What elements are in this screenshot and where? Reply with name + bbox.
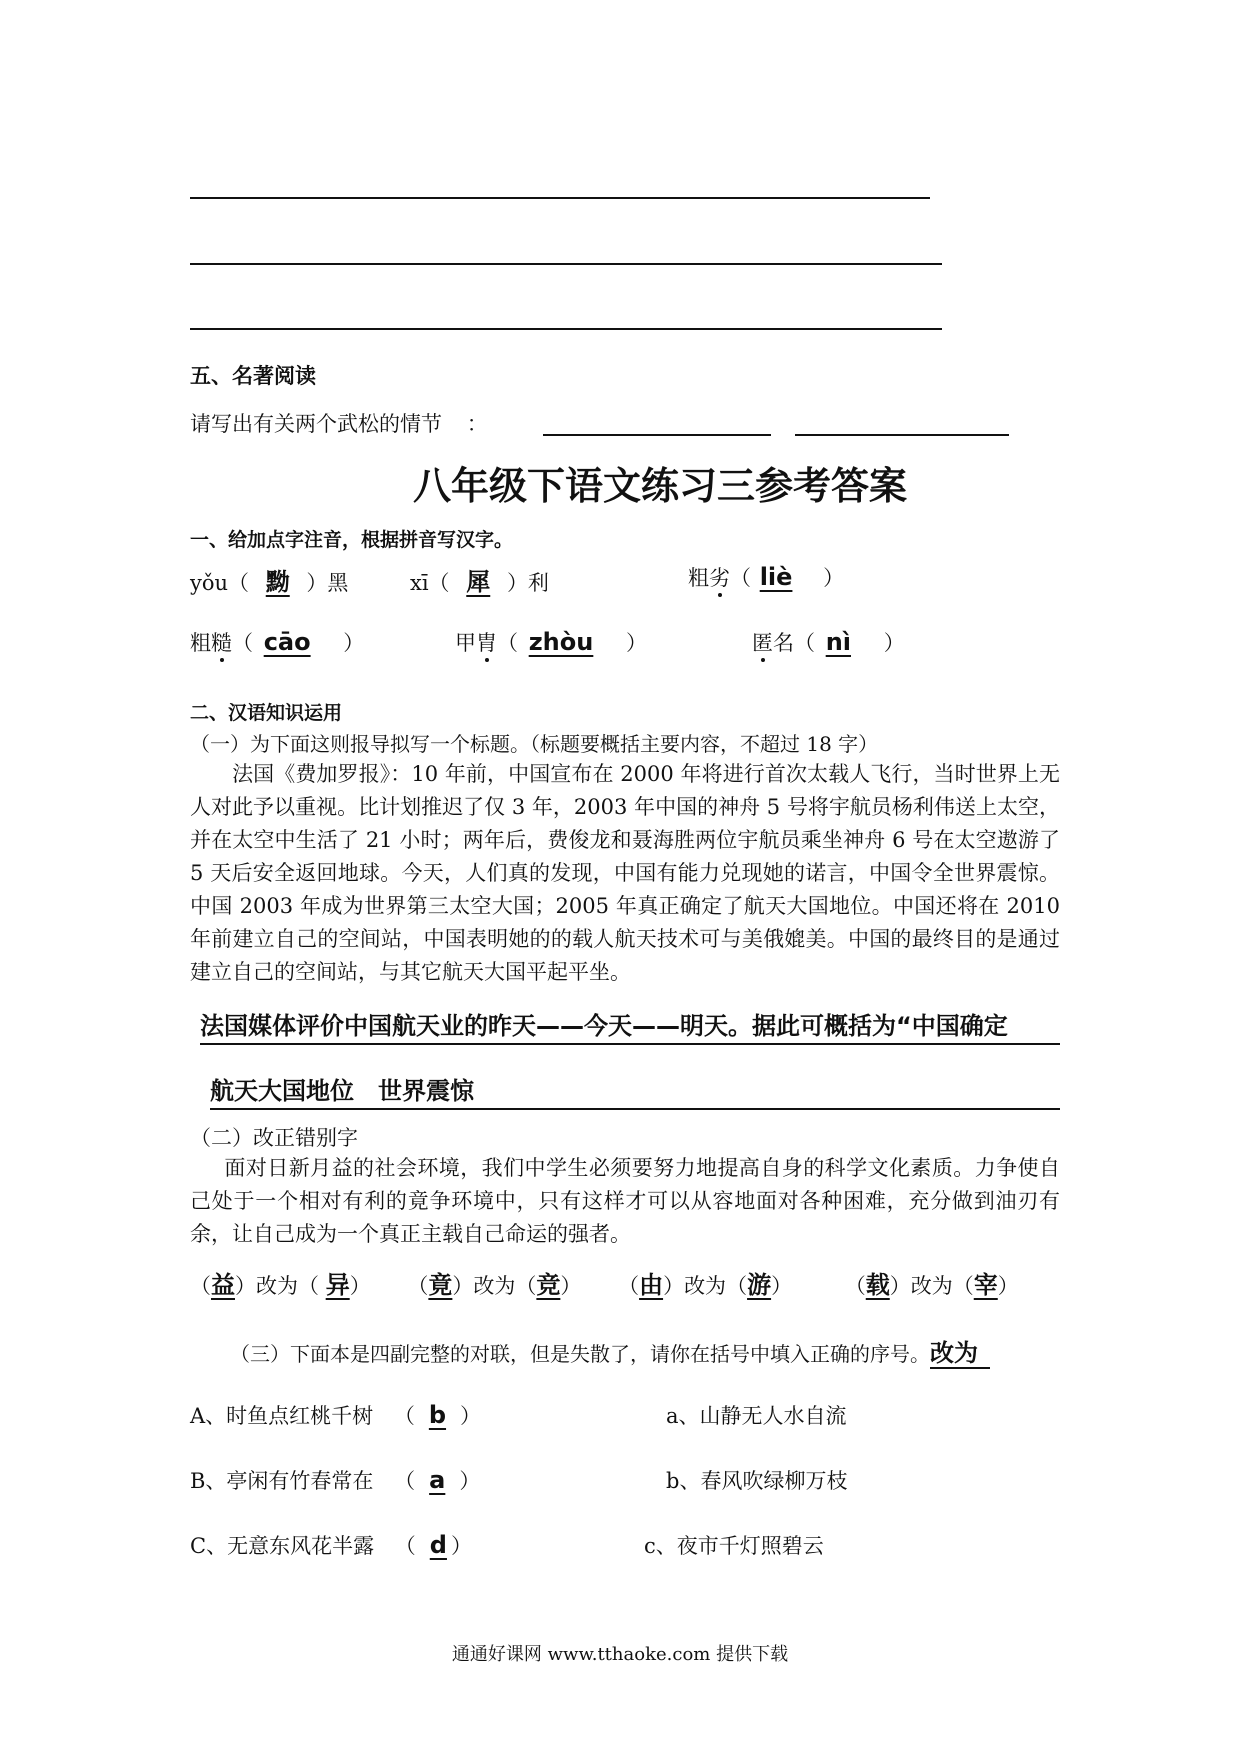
correction-3: （由）改为（游） bbox=[618, 1271, 793, 1299]
couplet-B: B、亭闲有竹春常在 （ a ） bbox=[190, 1466, 481, 1494]
answer-5: zhòu bbox=[528, 628, 594, 656]
section-five-prompt bbox=[190, 408, 488, 438]
couplet-C-answer: d bbox=[429, 1531, 447, 1559]
prompt-text: 请写出有关两个武松的情节 bbox=[190, 412, 442, 436]
pinyin-item-1: yǒu（ 黝 ）黑 bbox=[190, 568, 349, 596]
answer-line-2 bbox=[190, 263, 942, 265]
page-footer: 通通好课网 www.tthaoke.com 提供下载 bbox=[451, 1644, 789, 1665]
couplet-a: a、山静无人水自流 bbox=[666, 1404, 847, 1428]
correction-1: （益）改为（ 异） bbox=[190, 1271, 371, 1299]
answer-3: liè bbox=[759, 563, 793, 591]
prompt-colon: ： bbox=[466, 412, 488, 436]
couplet-A: A、时鱼点红桃千树 （ b ） bbox=[190, 1401, 482, 1429]
couplet-A-answer: b bbox=[428, 1401, 447, 1429]
answer-line-1 bbox=[190, 197, 930, 199]
sub2-heading: （二）改正错别字 bbox=[190, 1126, 358, 1150]
answer-line-3 bbox=[190, 328, 942, 330]
pinyin-item-6: 匿名（ nì ） bbox=[752, 628, 905, 656]
couplet-b: b、春风吹绿柳万枝 bbox=[666, 1469, 848, 1493]
couplet-c: c、夜市千灯照碧云 bbox=[644, 1534, 824, 1558]
couplet-B-answer: a bbox=[429, 1466, 446, 1494]
couplet-C: C、无意东风花半露 （ d ） bbox=[190, 1531, 472, 1559]
section-five-heading: 五、名著阅读 bbox=[190, 364, 316, 388]
answer-4: cāo bbox=[263, 628, 311, 656]
sub3-heading: （三）下面本是四副完整的对联，但是失散了，请你在括号中填入正确的序号。改为 bbox=[230, 1333, 990, 1368]
plot-blank-2 bbox=[795, 434, 1009, 436]
plot-blank-1 bbox=[543, 434, 771, 436]
answer-1: 黝 bbox=[265, 568, 290, 596]
correction-4: （载）改为（宰） bbox=[844, 1271, 1019, 1299]
corrections-row bbox=[190, 1265, 1019, 1300]
part2-heading: 二、汉语知识运用 bbox=[190, 702, 343, 724]
answer-6: nì bbox=[825, 628, 851, 656]
part1-heading: 一、给加点字注音，根据拼音写汉字。 bbox=[190, 529, 514, 551]
sub3-tail: 改为 bbox=[930, 1339, 990, 1369]
pinyin-item-3: 粗劣（ liè ） bbox=[688, 563, 845, 591]
pinyin-item-4: 粗糙（ cāo ） bbox=[190, 628, 365, 656]
correction-2: （竟）改为（竞） bbox=[407, 1271, 582, 1299]
pinyin-item-5: 甲胄（ zhòu ） bbox=[455, 628, 648, 656]
sub1-heading: （一）为下面这则报导拟写一个标题。（标题要概括主要内容，不超过 18 字） bbox=[190, 732, 879, 756]
answer-2: 犀 bbox=[466, 568, 491, 596]
typo-passage: 面对日新月益的社会环境，我们中学生必须要努力地提高自身的科学文化素质。力争使自己处于一个相对有利的竟争环境中，只有这样才可以从容地面对各种困难，充分做到油刃有余，让自己成为一个真正主载自己命运的强者。 bbox=[190, 1156, 1060, 1246]
pinyin-item-2: xī（ 犀 ）利 bbox=[410, 568, 549, 596]
page-title: 八年级下语文练习三参考答案 bbox=[412, 464, 907, 508]
title-answer-line1: 法国媒体评价中国航天业的昨天——今天——明天。据此可概括为“中国确定 bbox=[200, 1006, 1060, 1045]
title-answer-line2: 航天大国地位 世界震惊 bbox=[210, 1071, 1060, 1110]
news-passage: 法国《费加罗报》：10 年前，中国宣布在 2000 年将进行首次太载人飞行，当时世界上无人对此予以重视。比计划推迟了仅 3 年，2003 年中国的神舟 5 号将宇航员杨利伟送上太空，并在太空中生活了 21 小时；两年后，费俊龙和聂海胜两位宇航员乘坐神舟 6 号在太空遨游了 5 天后安全返回地球。今天，人们真的发现，中国有能力兑现她的诺言，中国令全世界震惊。中国 2003 年成为世界第三太空大国；2005 年真正确定了航天大国地位。中国还将在 2010 年前建立自己的空间站，中国表明她的的载人航天技术可与美俄媲美。中国的最终目的是通过建立自己的空间站，与其它航天大国平起平坐。 bbox=[190, 762, 1060, 984]
